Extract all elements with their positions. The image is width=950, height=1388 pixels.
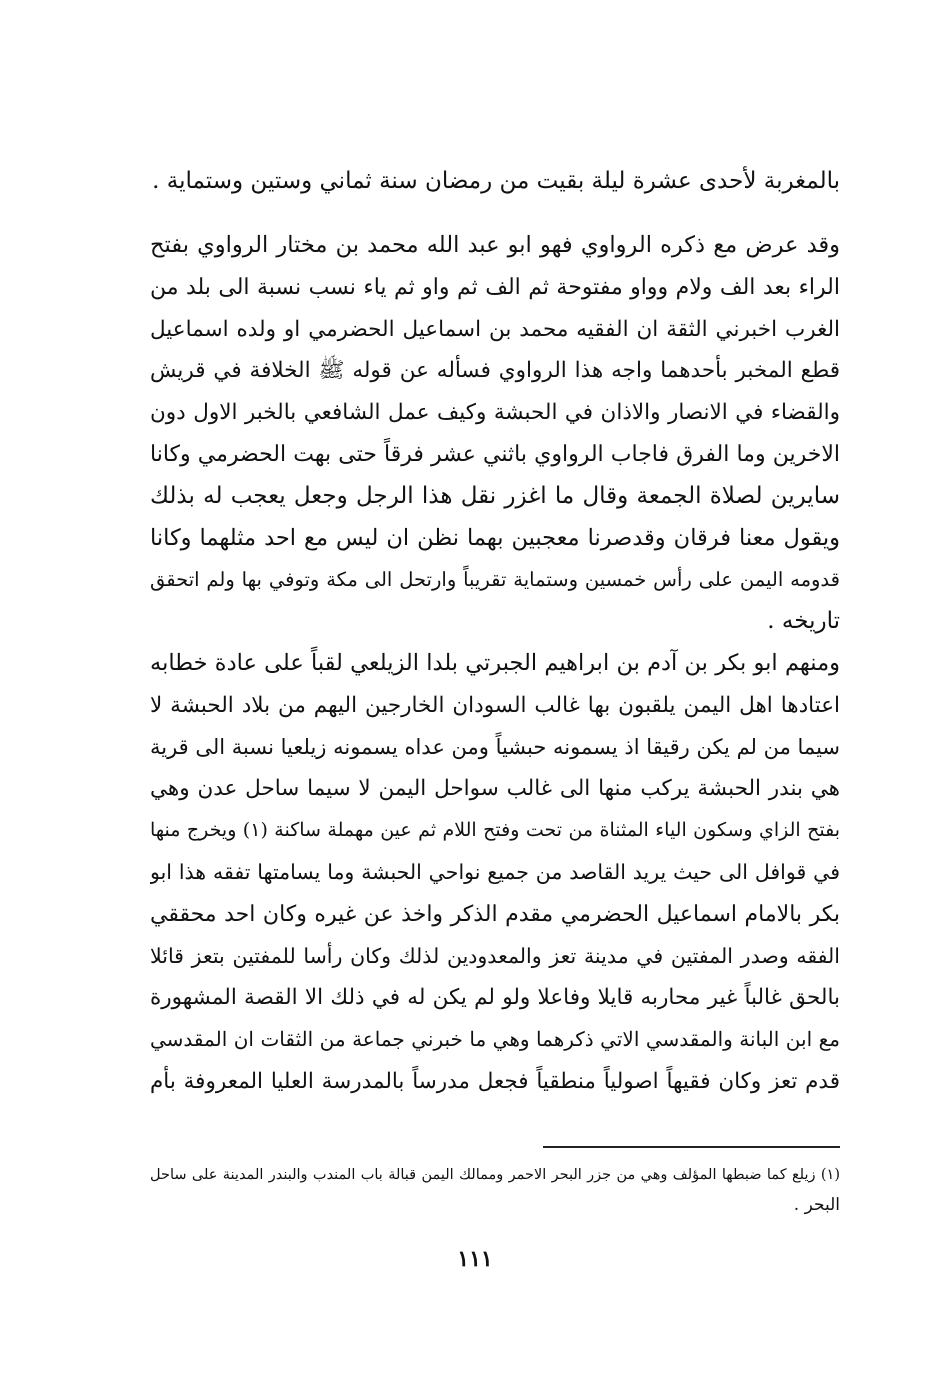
paragraph-line: في قوافل الى حيث يريد القاصد من جميع نواحي الحبشة وما يسامتها تفقه هذا ابو (150, 859, 840, 884)
paragraph-line: الراء بعد الف ولام وواو مفتوحة ثم الف ثم واو ثم ياء نسب نسبة الى بلد من (150, 274, 840, 300)
paragraph-line: ومنهم ابو بكر بن آدم بن ابراهيم الجبرتي بلدا الزيلعي لقباً على عادة خطابه (150, 650, 840, 676)
paragraph-line: الاخرين وما الفرق فاجاب الرواوي باثني عشر فرقاً حتى بهت الحضرمي وكانا (150, 441, 840, 467)
paragraph-line: مع ابن البانة والمقدسي الاتي ذكرهما وهي ما خبرني جماعة من الثقات ان المقدسي (150, 1027, 840, 1052)
paragraph-line: وقد عرض مع ذكره الرواوي فهو ابو عبد الله محمد بن مختار الرواوي بفتح (150, 232, 840, 258)
paragraph-line: سايرين لصلاة الجمعة وقال ما اغزر نقل هذا الرجل وجعل يعجب له بذلك (150, 482, 840, 509)
footnote (150, 1160, 840, 1220)
footnote-divider (543, 1146, 840, 1148)
paragraph-line: قطع المخبر بأحدهما واجه هذا الرواوي فسأله عن قوله ﷺ الخلافة في قريش (150, 358, 840, 384)
paragraph-rawawi (150, 225, 840, 643)
footnote-line: البحر . (793, 1195, 840, 1215)
paragraph-line: بفتح الزاي وسكون الياء المثناة من تحت وفتح اللام ثم عين مهملة ساكنة (١) ويخرج منها (150, 819, 840, 842)
paragraph-line: والقضاء في الانصار والاذان في الحبشة وكيف عمل الشافعي بالخبر الاول دون (150, 400, 840, 426)
paragraph-line: الفقه وصدر المفتين في مدينة تعز والمعدودين لذلك وكان رأسا للمفتين بتعز قائلا (150, 943, 840, 968)
paragraph-line: سيما من لم يكن رقيقا اذ يسمونه حبشياً ومن عداه يسمونه زيلعيا نسبة الى قرية (150, 734, 840, 759)
footnote-line: (١) زيلع كما ضبطها المؤلف وهي من جزر البحر الاحمر وممالك اليمن قبالة باب المندب والبندر المدينة على ساحل (150, 1167, 840, 1183)
opening-line: بالمغربة لأحدى عشرة ليلة بقيت من رمضان سنة ثماني وستين وستماية . (152, 168, 840, 194)
paragraph-line: اعتادها اهل اليمن يلقبون بها غالب السودان الخارجين اليهم من بلاد الحبشة لا (150, 692, 840, 718)
paragraph-line: قدومه اليمن على رأس خمسين وستماية تقريباً وارتحل الى مكة وتوفي بها ولم اتحقق (150, 568, 840, 592)
paragraph-line: الغرب اخبرني الثقة ان الفقيه محمد بن اسماعيل الحضرمي او ولده اسماعيل (150, 316, 840, 342)
page-number: ١١١ (457, 1246, 493, 1272)
paragraph-line: ويقول معنا فرقان وقدصرنا معجبين بهما نظن ان ليس مع احد مثلهما وكانا (150, 524, 840, 551)
paragraph-zaylai (150, 643, 840, 1103)
paragraph-line: هي بندر الحبشة يركب منها الى غالب سواحل اليمن لا سيما ساحل عدن وهي (150, 776, 840, 802)
opening-line-block (150, 162, 840, 200)
paragraph-line: بالحق غالباً غير محاربه قايلا وفاعلا ولو لم يكن له في ذلك الا القصة المشهورة (150, 985, 840, 1011)
paragraph-line: قدم تعز وكان فقيهاً اصولياً منطقياً فجعل مدرساً بالمدرسة العليا المعروفة بأم (150, 1068, 840, 1094)
paragraph-line: تاريخه . (767, 608, 840, 635)
paragraph-line: بكر بالامام اسماعيل الحضرمي مقدم الذكر واخذ عن غيره وكان احد محققي (150, 901, 840, 927)
